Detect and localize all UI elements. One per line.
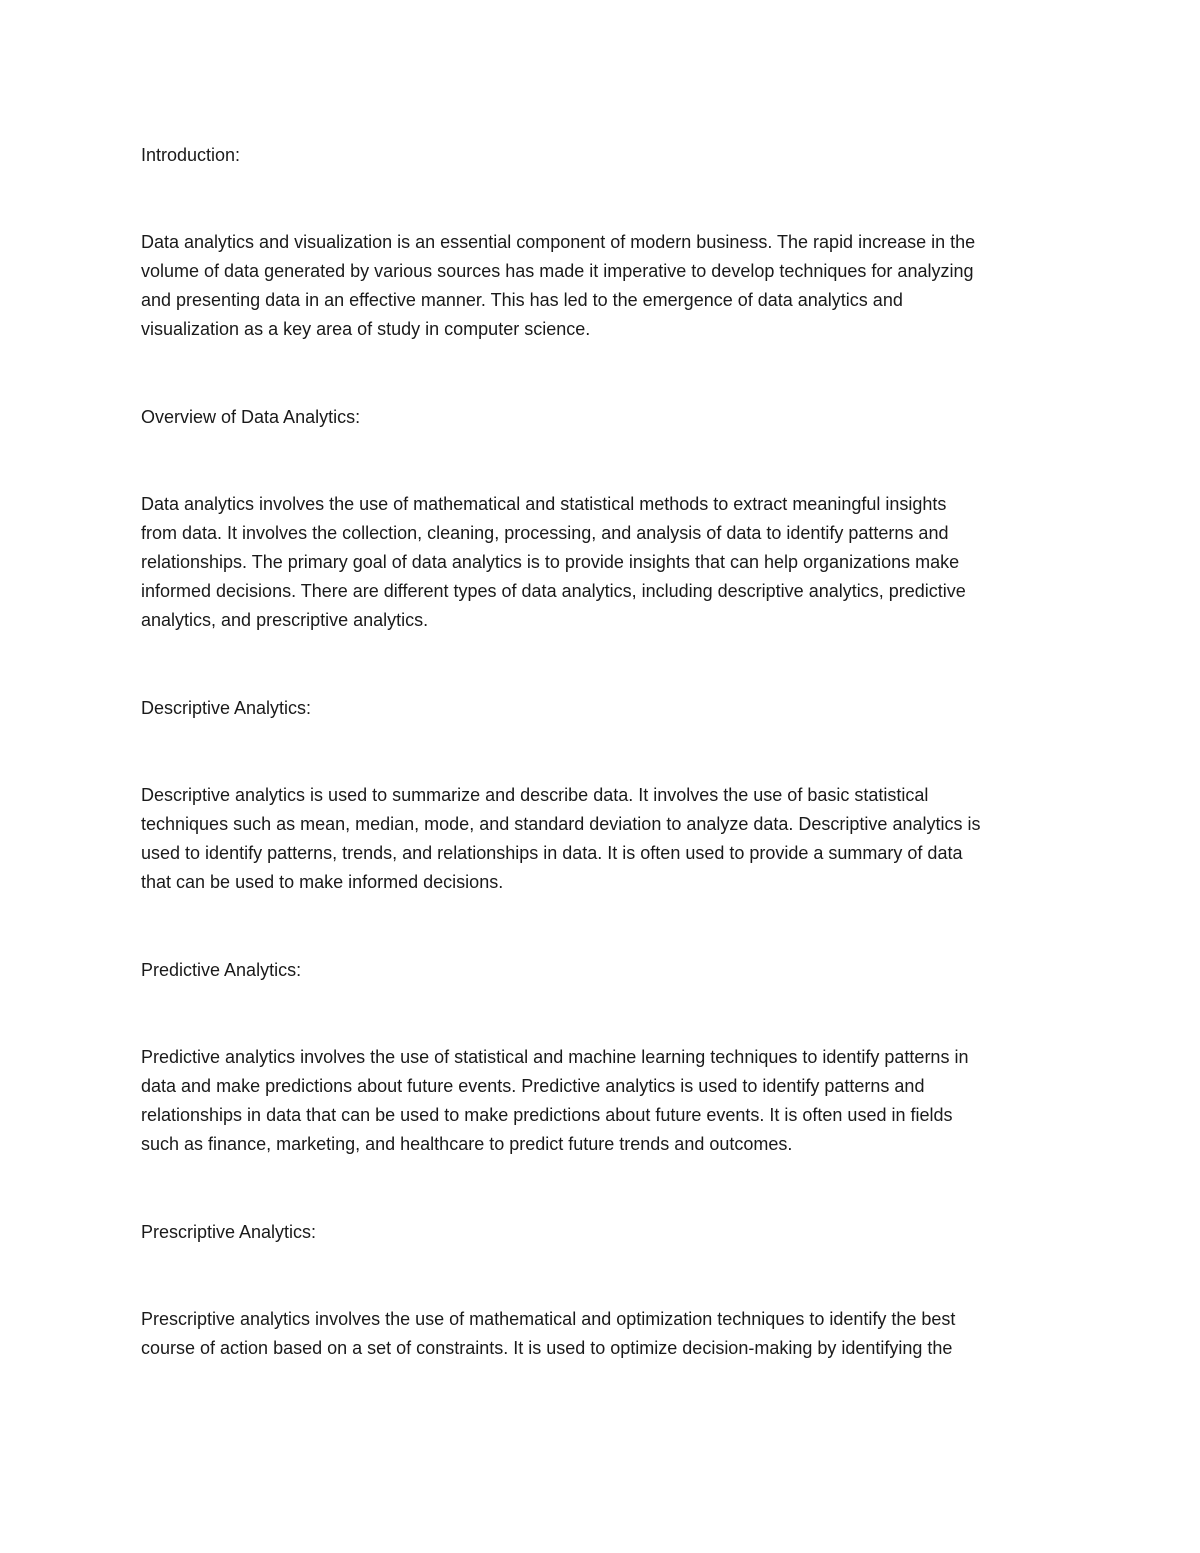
paragraph-line: informed decisions. There are different types of data analytics, including descriptive analytics, predictive <box>141 581 966 601</box>
paragraph-line: visualization as a key area of study in computer science. <box>141 319 591 339</box>
paragraph-overview <box>141 490 1071 635</box>
heading-text: Descriptive Analytics: <box>141 698 312 718</box>
paragraph-line: relationships in data that can be used to make predictions about future events. It is often used in fields <box>141 1105 953 1125</box>
heading-introduction <box>141 141 1071 170</box>
paragraph-line: data and make predictions about future events. Predictive analytics is used to identify patterns and <box>141 1076 925 1096</box>
paragraph-descriptive <box>141 781 1071 897</box>
paragraph-line: Data analytics involves the use of mathematical and statistical methods to extract meaningful insights <box>141 494 947 514</box>
heading-text: Introduction: <box>141 145 241 165</box>
paragraph-line: and presenting data in an effective manner. This has led to the emergence of data analytics and <box>141 290 903 310</box>
paragraph-introduction <box>141 228 1071 344</box>
paragraph-line: Descriptive analytics is used to summarize and describe data. It involves the use of basic statistical <box>141 785 929 805</box>
heading-text: Overview of Data Analytics: <box>141 407 361 427</box>
heading-overview <box>141 403 1071 432</box>
paragraph-line: used to identify patterns, trends, and relationships in data. It is often used to provide a summary of data <box>141 843 963 863</box>
heading-text: Prescriptive Analytics: <box>141 1222 317 1242</box>
paragraph-prescriptive <box>141 1305 1071 1363</box>
paragraph-line: techniques such as mean, median, mode, and standard deviation to analyze data. Descriptive analytics is <box>141 814 981 834</box>
paragraph-line: course of action based on a set of constraints. It is used to optimize decision-making by identifying the <box>141 1338 953 1358</box>
paragraph-line: Prescriptive analytics involves the use of mathematical and optimization techniques to identify the best <box>141 1309 956 1329</box>
heading-predictive <box>141 956 1071 985</box>
paragraph-line: relationships. The primary goal of data analytics is to provide insights that can help organizations make <box>141 552 960 572</box>
paragraph-line: Predictive analytics involves the use of statistical and machine learning techniques to identify patterns in <box>141 1047 969 1067</box>
paragraph-line: Data analytics and visualization is an essential component of modern business. The rapid increase in the <box>141 232 976 252</box>
paragraph-line: from data. It involves the collection, cleaning, processing, and analysis of data to identify patterns and <box>141 523 949 543</box>
paragraph-predictive <box>141 1043 1071 1159</box>
paragraph-line: such as finance, marketing, and healthcare to predict future trends and outcomes. <box>141 1134 793 1154</box>
paragraph-line: volume of data generated by various sources has made it imperative to develop techniques for analyzing <box>141 261 974 281</box>
heading-descriptive <box>141 694 1071 723</box>
paragraph-line: that can be used to make informed decisions. <box>141 872 504 892</box>
heading-text: Predictive Analytics: <box>141 960 302 980</box>
heading-prescriptive <box>141 1218 1071 1247</box>
paragraph-line: analytics, and prescriptive analytics. <box>141 610 429 630</box>
